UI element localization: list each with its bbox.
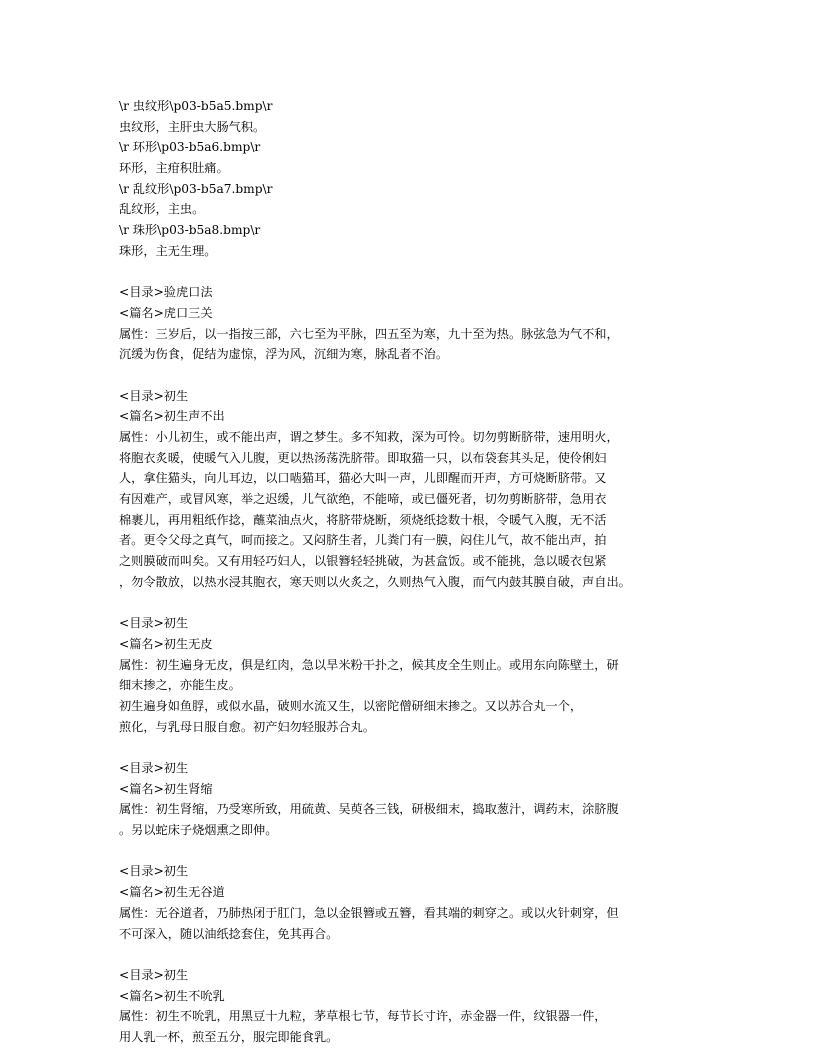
text-line: \r 虫纹形\p03-b5a5.bmp\r — [119, 99, 273, 113]
text-line: 沉缓为伤食，促结为虚惊，浮为风，沉细为寒，脉乱者不治。 — [119, 347, 449, 362]
text-line: 属性：无谷道者，乃肺热闭于肛门，急以金银簪或五簪，看其端的刺穿之。或以火针刺穿，但 — [119, 905, 619, 920]
document-page — [119, 96, 709, 1048]
text-line: 虫纹形，主肝虫大肠气积。 — [119, 119, 266, 134]
text-line: 人，拿住猫头，向儿耳边，以口啮猫耳，猫必大叫一声，儿即醒而开声，方可烧断脐带。又 — [119, 471, 607, 486]
text-line: 将胞衣炙暖，使暖气入儿腹，更以热汤荡洗脐带。即取猫一只，以布袋套其头足，使伶俐妇 — [119, 450, 607, 465]
blank-line — [119, 841, 709, 862]
text-line: 环形，主疳积肚痛。 — [119, 161, 229, 176]
text-line: ，勿令散放，以热水浸其胞衣，寒天则以火炙之，久则热气入腹，而气内鼓其膜自破，声自出。 — [119, 574, 631, 589]
text-line: <篇名>初生声不出 — [119, 409, 225, 424]
text-line: 属性：初生遍身无皮，俱是红肉，急以旱米粉干扑之，候其皮全生则止。或用东向陈壁土，研 — [119, 657, 619, 672]
blank-line — [119, 262, 709, 283]
blank-line — [119, 365, 709, 386]
text-line: <篇名>初生不吮乳 — [119, 988, 225, 1003]
text-line: 初生遍身如鱼脬，或似水晶，破则水流又生，以密陀僧研细末掺之。又以苏合丸一个， — [119, 698, 583, 713]
text-line: 属性：小儿初生，或不能出声，谓之梦生。多不知救，深为可怜。切勿剪断脐带，速用明火， — [119, 430, 619, 444]
text-line: <目录>初生 — [119, 616, 189, 631]
text-line: 有因难产，或冒风寒，举之迟缓，儿气欲绝，不能啼，或已僵死者，切勿剪断脐带，急用衣 — [119, 492, 607, 507]
text-line: 用人乳一杯，煎至五分，服完即能食乳。 — [119, 1029, 339, 1044]
text-line: 属性：初生肾缩，乃受寒所致，用硫黄、吴萸各三钱，研极细末，捣取葱汁，调药末，涂脐腹 — [119, 802, 619, 817]
text-line: 。另以蛇床子烧烟熏之即伸。 — [119, 823, 278, 838]
text-line: 者。更令父母之真气，呵而接之。又闷脐生者，儿粪门有一膜，闷住儿气，故不能出声，拍 — [119, 533, 607, 548]
text-line: <目录>初生 — [119, 388, 189, 403]
text-line: <篇名>初生无谷道 — [119, 885, 225, 900]
text-line: <目录>初生 — [119, 967, 189, 982]
text-line: 属性：初生不吮乳，用黑豆十九粒，茅草根七节，每节长寸许，赤金器一件，纹银器一件， — [119, 1009, 607, 1024]
text-line: <篇名>虎口三关 — [119, 305, 213, 320]
text-line: 细末掺之，亦能生皮。 — [119, 678, 241, 693]
text-line: 煎化，与乳母日服自愈。初产妇勿轻服苏合丸。 — [119, 719, 375, 734]
text-line: \r 环形\p03-b5a6.bmp\r — [119, 140, 261, 155]
text-line: 不可深入，随以油纸捻套住，免其再合。 — [119, 926, 339, 941]
blank-line — [119, 593, 709, 614]
text-line: \r 珠形\p03-b5a8.bmp\r — [119, 223, 261, 238]
blank-line — [119, 944, 709, 965]
blank-line — [119, 737, 709, 758]
text-line: 乱纹形，主虫。 — [119, 202, 205, 217]
text-line: 之则膜破而叫矣。又有用轻巧妇人，以银簪轻轻挑破，为甚盒饭。或不能挑，急以暖衣包紧 — [119, 554, 607, 569]
text-line: <目录>初生 — [119, 761, 189, 775]
text-line: <目录>验虎口法 — [119, 285, 213, 300]
text-line: <篇名>初生无皮 — [119, 636, 213, 651]
text-line: <篇名>初生肾缩 — [119, 781, 213, 796]
text-line: \r 乱纹形\p03-b5a7.bmp\r — [119, 181, 273, 196]
text-line: 棉裹儿，再用粗纸作捻，蘸菜油点火，将脐带烧断，须烧纸捻数十根，令暖气入腹，无不活 — [119, 512, 607, 527]
text-line: 属性：三岁后，以一指按三部，六七至为平脉，四五至为寒，九十至为热。脉弦急为气不和， — [119, 326, 619, 341]
text-line: <目录>初生 — [119, 864, 189, 879]
text-line: 珠形，主无生理。 — [119, 243, 217, 258]
